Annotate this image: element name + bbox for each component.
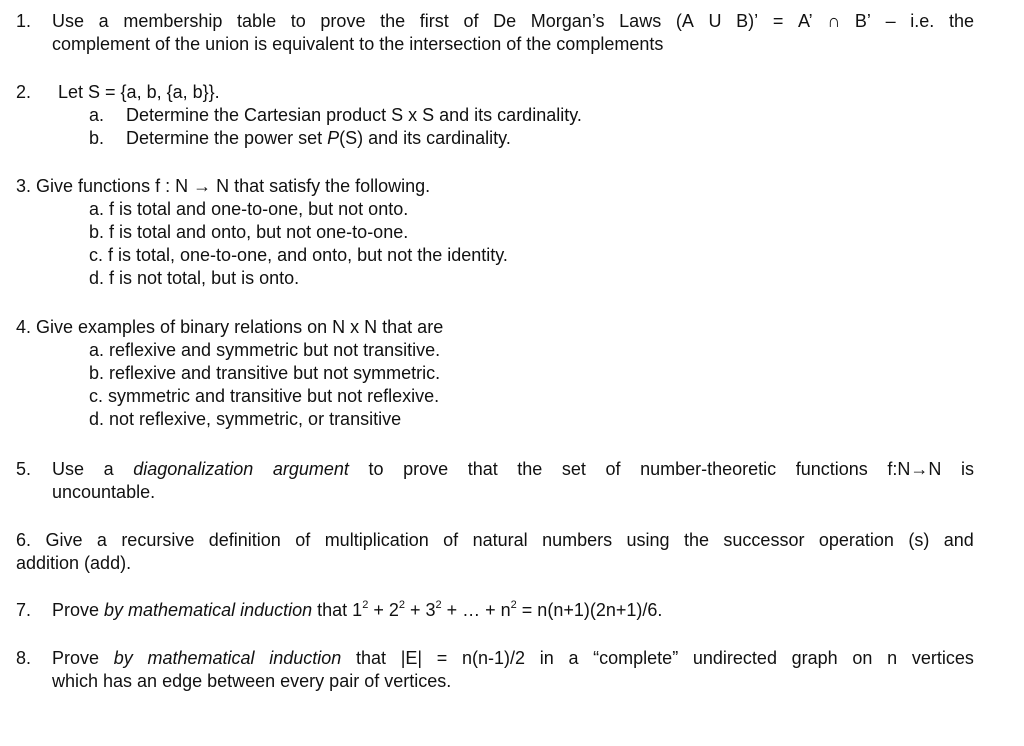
question-8-line-1: Prove by mathematical induction that |E| = n(n-1)/2 in a “complete” undirected graph on n vertices — [52, 648, 974, 668]
word: numbers — [542, 530, 613, 550]
word: of — [295, 530, 311, 550]
question-4-item: b. reflexive and transitive but not symmetric. — [89, 363, 441, 383]
word: Use — [52, 11, 85, 31]
exponent: 2 — [435, 599, 442, 611]
question-3-item: b. f is total and onto, but not one-to-one. — [89, 222, 409, 242]
word: (A — [675, 11, 694, 31]
word: the — [948, 11, 974, 31]
word: ∩ — [827, 11, 841, 31]
question-4 — [16, 316, 974, 431]
word: table — [237, 11, 277, 31]
word: recursive — [121, 530, 195, 550]
exponent: 2 — [398, 599, 405, 611]
question-6-line-1 — [16, 529, 974, 552]
question-2b: b. Determine the power set P(S) and its cardinality. — [89, 128, 511, 148]
question-number: 8. — [16, 648, 32, 668]
word: the — [380, 11, 406, 31]
question-number: 5. — [16, 459, 32, 479]
question-2 — [16, 81, 974, 150]
word: (s) — [908, 530, 930, 550]
question-4-item: c. symmetric and transitive but not reflexive. — [89, 386, 440, 406]
question-1-line-1 — [52, 10, 974, 33]
word: definition — [208, 530, 281, 550]
question-4-item: d. not reflexive, symmetric, or transitive — [89, 409, 402, 429]
question-1-line-2: complement of the union is equivalent to the intersection of the complements — [52, 34, 664, 54]
question-3-item: a. f is total and one-to-one, but not onto. — [89, 199, 409, 219]
question-1 — [16, 10, 974, 56]
word: using — [626, 530, 670, 550]
question-4-text: 4. Give examples of binary relations on N x N that are — [16, 317, 444, 337]
word: first — [419, 11, 449, 31]
question-3 — [16, 175, 974, 290]
question-8 — [16, 647, 974, 693]
question-6 — [16, 529, 974, 575]
word: i.e. — [910, 11, 935, 31]
word: to — [290, 11, 306, 31]
question-2a: a. Determine the Cartesian product S x S and its cardinality. — [89, 105, 582, 125]
word: Give — [45, 530, 83, 550]
question-number: 7. — [16, 600, 32, 620]
word: successor — [723, 530, 805, 550]
word: – — [885, 11, 896, 31]
word: A’ — [798, 11, 813, 31]
question-5 — [16, 458, 974, 504]
question-number: 2. — [16, 82, 32, 102]
word: multiplication — [324, 530, 429, 550]
question-8-line-2: which has an edge between every pair of vertices. — [52, 671, 452, 691]
question-4-item: a. reflexive and symmetric but not transitive. — [89, 340, 441, 360]
word: U — [708, 11, 722, 31]
question-6-line-2: addition (add). — [16, 553, 132, 573]
question-5-line-1: Use a diagonalization argument to prove that the set of number-theoretic functions f:N→N is — [52, 459, 974, 479]
word: B)’ — [736, 11, 759, 31]
word: = — [772, 11, 784, 31]
word: Laws — [619, 11, 662, 31]
word: the — [683, 530, 709, 550]
exponent: 2 — [510, 599, 517, 611]
word: 6. — [16, 530, 32, 550]
word: of — [463, 11, 479, 31]
question-2-text: Let S = {a, b, {a, b}}. — [58, 82, 220, 102]
word: Morgan’s — [530, 11, 605, 31]
question-3-item: c. f is total, one-to-one, and onto, but not the identity. — [89, 245, 508, 265]
question-3-text: 3. Give functions f : N → N that satisfy the following. — [16, 176, 431, 196]
word: of — [443, 530, 459, 550]
word: De — [493, 11, 517, 31]
question-7: 7. Prove by mathematical induction that $1^2 + 2^2 + 3^2$ + … + $n^2 = n(n+1)(2n+1)/6$. — [16, 599, 663, 620]
question-5-line-2: uncountable. — [52, 482, 156, 502]
word: a — [98, 11, 109, 31]
question-3-item: d. f is not total, but is onto. — [89, 268, 300, 288]
exponent: 2 — [362, 599, 369, 611]
question-number: 1. — [16, 11, 32, 31]
word: B’ — [854, 11, 871, 31]
word: natural — [472, 530, 528, 550]
word: and — [943, 530, 974, 550]
word: prove — [320, 11, 366, 31]
word: a — [96, 530, 107, 550]
word: operation — [818, 530, 894, 550]
word: membership — [123, 11, 223, 31]
